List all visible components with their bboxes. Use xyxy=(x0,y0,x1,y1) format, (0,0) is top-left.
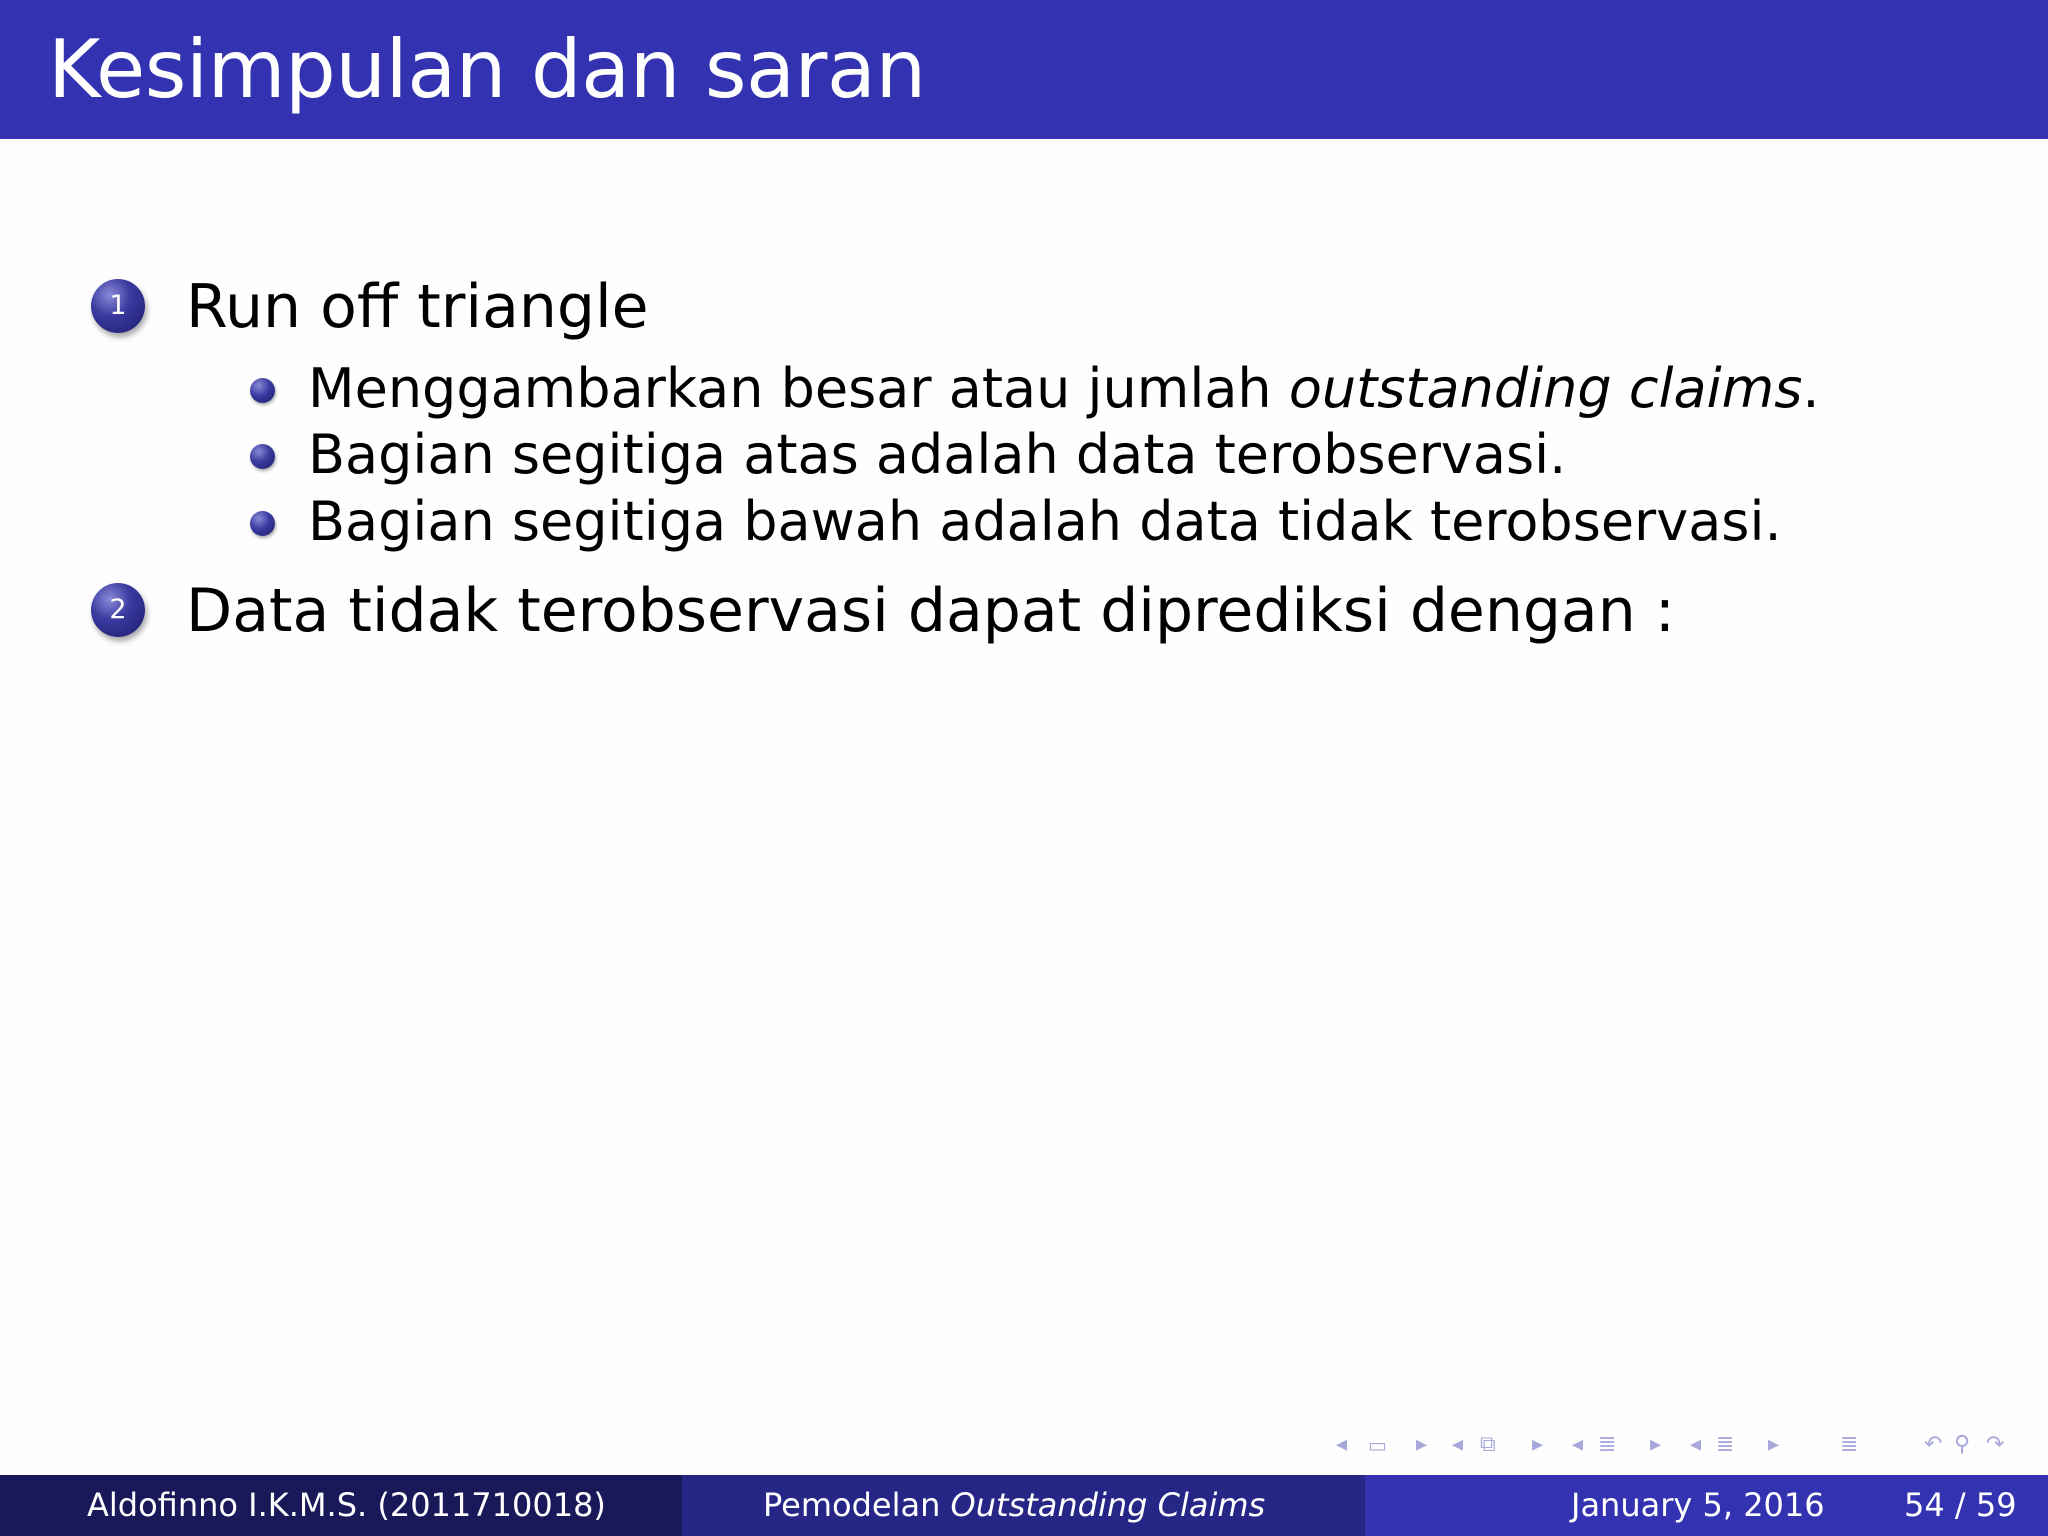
section-icon[interactable]: ≣ xyxy=(1716,1432,1735,1457)
sub-bullet-2 xyxy=(250,444,275,469)
sub-item-1-emphasis: outstanding claims xyxy=(1288,357,1803,420)
arrow-right-icon[interactable]: ▸ xyxy=(1650,1432,1662,1457)
arrow-left-icon[interactable]: ◂ xyxy=(1572,1432,1584,1457)
beamer-navigation-bar xyxy=(1330,1430,2030,1460)
footer-author: Aldofinno I.K.M.S. (2011710018) xyxy=(87,1486,606,1524)
subsection-icon[interactable]: ⧉ xyxy=(1480,1432,1496,1457)
footer-title xyxy=(763,1475,1265,1536)
arrow-left-icon[interactable]: ◂ xyxy=(1452,1432,1464,1457)
footer-page-number: 54 / 59 xyxy=(1904,1486,2017,1524)
sub-item-3: Bagian segitiga bawah adalah data tidak terobservasi. xyxy=(308,490,1782,553)
search-icon[interactable]: ⚲ xyxy=(1954,1432,1971,1457)
arrow-right-icon[interactable]: ▸ xyxy=(1532,1432,1544,1457)
enumerate-bullet-1: 1 xyxy=(91,279,145,333)
frame-icon[interactable]: ▭ xyxy=(1368,1433,1387,1457)
section-icon[interactable]: ≣ xyxy=(1598,1432,1617,1457)
footer-date: January 5, 2016 xyxy=(1571,1486,1825,1524)
arrow-left-icon[interactable]: ◂ xyxy=(1690,1432,1702,1457)
footer-title-segment xyxy=(682,1475,1365,1536)
footer-title-prefix: Pemodelan xyxy=(763,1486,951,1524)
sub-item-1-suffix: . xyxy=(1802,357,1820,420)
sub-item-2: Bagian segitiga atas adalah data terobservasi. xyxy=(308,423,1567,486)
footer-date-segment xyxy=(1365,1475,2048,1536)
slide-title: Kesimpulan dan saran xyxy=(48,23,926,116)
sub-bullet-1 xyxy=(250,378,275,403)
arrow-right-icon[interactable]: ▸ xyxy=(1416,1432,1428,1457)
list-item-1-text: Run off triangle xyxy=(186,272,649,342)
undo-icon[interactable]: ↶ xyxy=(1924,1432,1943,1457)
redo-icon[interactable]: ↷ xyxy=(1986,1432,2005,1457)
footer-title-emphasis: Outstanding Claims xyxy=(950,1486,1266,1524)
arrow-left-icon[interactable]: ◂ xyxy=(1336,1432,1348,1457)
arrow-right-icon[interactable]: ▸ xyxy=(1768,1432,1780,1457)
document-icon[interactable]: ≣ xyxy=(1840,1432,1859,1457)
sub-item-1 xyxy=(308,357,1820,420)
sub-bullet-3 xyxy=(250,511,275,536)
footer-author-segment xyxy=(0,1475,682,1536)
sub-item-1-text: Menggambarkan besar atau jumlah xyxy=(308,357,1289,420)
slide-footer xyxy=(0,1475,2048,1536)
enumerate-bullet-2: 2 xyxy=(91,583,145,637)
list-item-2-text: Data tidak terobservasi dapat diprediksi dengan : xyxy=(186,576,1676,646)
